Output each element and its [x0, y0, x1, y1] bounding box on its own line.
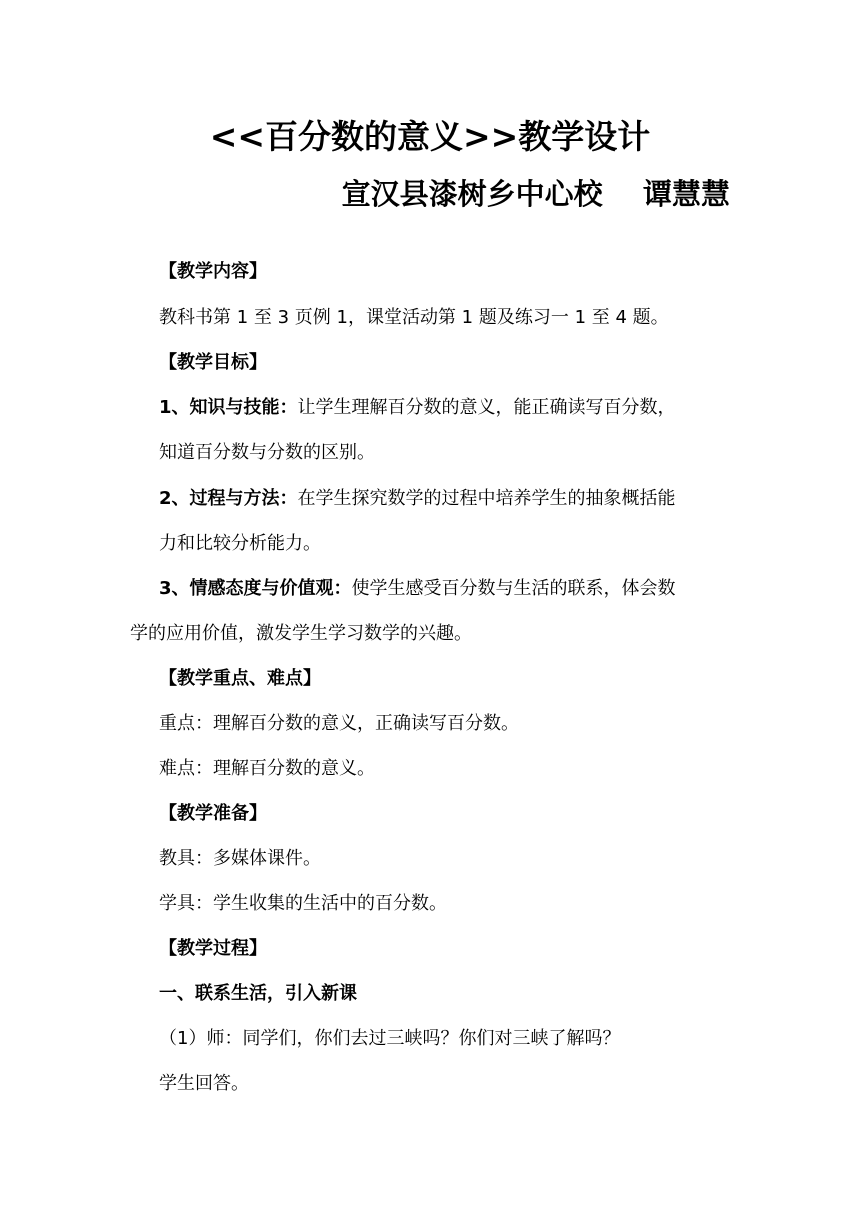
keypoint-text: 重点：理解百分数的意义，正确读写百分数。: [159, 713, 519, 734]
difficulty-text: 难点：理解百分数的意义。: [159, 758, 375, 779]
goal-1: [159, 393, 676, 423]
teacher-tools-text: 教具：多媒体课件。: [159, 848, 321, 869]
goal-1-text: 让学生理解百分数的意义，能正确读写百分数，: [297, 397, 676, 418]
student-tools-text: 学具：学生收集的生活中的百分数。: [159, 893, 447, 914]
goal-2-text: 在学生探究数学的过程中培养学生的抽象概括能: [297, 488, 676, 509]
process-heading: 【教学过程】: [159, 938, 267, 959]
step1-answer: 学生回答。: [159, 1073, 249, 1094]
goal-3: [159, 574, 676, 604]
goal-1-label: 1、知识与技能：: [159, 397, 298, 418]
goal-3-text: 使学生感受百分数与生活的联系，体会数: [351, 578, 676, 599]
keypoints-heading: 【教学重点、难点】: [159, 668, 321, 689]
prep-heading: 【教学准备】: [159, 803, 267, 824]
goal-3-continuation: 学的应用价值，激发学生学习数学的兴趣。: [130, 623, 472, 644]
document-title: <<百分数的意义>>教学设计: [209, 117, 651, 156]
goal-1-continuation: 知道百分数与分数的区别。: [159, 442, 375, 463]
step1-question: （1）师：同学们，你们去过三峡吗？你们对三峡了解吗？: [159, 1028, 621, 1049]
content-heading: 【教学内容】: [159, 261, 267, 282]
goal-2-continuation: 力和比较分析能力。: [159, 533, 321, 554]
content-text: 教科书第 1 至 3 页例 1，课堂活动第 1 题及练习一 1 至 4 题。: [159, 307, 669, 328]
goal-2-label: 2、过程与方法：: [159, 488, 298, 509]
step1-heading: 一、联系生活，引入新课: [159, 983, 357, 1004]
goal-3-label: 3、情感态度与价值观：: [159, 578, 352, 599]
author-line: 宣汉县漆树乡中心校 谭慧慧: [341, 177, 730, 211]
goal-2: [159, 484, 676, 514]
goals-heading: 【教学目标】: [159, 352, 267, 373]
